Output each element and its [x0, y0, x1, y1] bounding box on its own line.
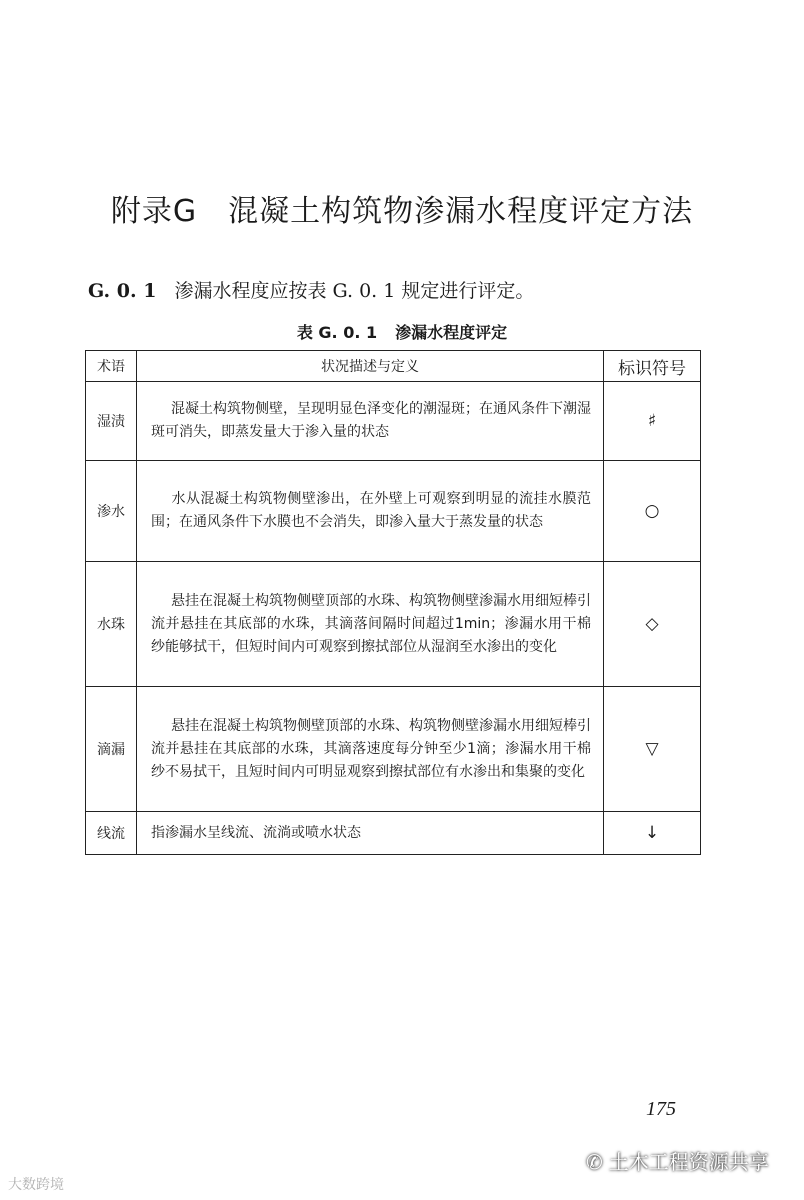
header-term: 术语 — [86, 351, 137, 382]
row-description — [137, 382, 604, 461]
row-description-text: 指渗漏水呈线流、流淌或喷水状态 — [151, 824, 361, 841]
row-term: 水珠 — [86, 562, 137, 687]
row-description — [137, 562, 604, 687]
table-caption-title: 渗漏水程度评定 — [395, 323, 508, 342]
triangle-symbol-icon: ▽ — [604, 687, 701, 812]
page-number: 175 — [646, 1098, 676, 1120]
row-description-text: 水从混凝土构筑物侧壁渗出，在外壁上可观察到明显的流挂水膜范围；在通风条件下水膜也不会消失，即渗入量大于蒸发量的状态 — [151, 491, 591, 530]
watermark-right — [586, 1146, 769, 1175]
row-term: 渗水 — [86, 461, 137, 562]
row-description-text: 悬挂在混凝土构筑物侧壁顶部的水珠、构筑物侧壁渗漏水用细短棒引流并悬挂在其底部的水珠，其滴落速度每分钟至少1滴；渗漏水用干棉纱不易拭干，且短时间内可明显观察到擦拭部位有水渗出和集聚的变化 — [151, 717, 591, 780]
clause-text: 渗漏水程度应按表 G. 0. 1 规定进行评定。 — [174, 280, 535, 302]
table-row — [86, 812, 701, 855]
watermark-left: 大数跨境 — [8, 1177, 64, 1193]
table-row — [86, 382, 701, 461]
header-symbol: 标识符号 — [604, 351, 701, 382]
wechat-icon: ✆ — [586, 1150, 603, 1174]
diamond-symbol-icon: ◇ — [604, 562, 701, 687]
row-term: 滴漏 — [86, 687, 137, 812]
table-row — [86, 687, 701, 812]
clause-number: G. 0. 1 — [88, 280, 157, 302]
clause-g01 — [88, 276, 534, 303]
row-term: 线流 — [86, 812, 137, 855]
row-description-text: 混凝土构筑物侧壁，呈现明显色泽变化的潮湿斑；在通风条件下潮湿斑可消失，即蒸发量大于渗入量的状态 — [151, 401, 591, 440]
table-header-row — [86, 351, 701, 382]
row-description-text: 悬挂在混凝土构筑物侧壁顶部的水珠、构筑物侧壁渗漏水用细短棒引流并悬挂在其底部的水珠，其滴落间隔时间超过1min；渗漏水用干棉纱能够拭干，但短时间内可观察到擦拭部位从湿润至水渗出的变化 — [151, 592, 591, 655]
row-description — [137, 812, 604, 855]
header-description: 状况描述与定义 — [137, 351, 604, 382]
circle-symbol-icon: ○ — [604, 461, 701, 562]
watermark-right-text: 土木工程资源共享 — [608, 1150, 769, 1174]
down-arrow-symbol-icon: ↓ — [604, 812, 701, 855]
row-description — [137, 461, 604, 562]
row-term: 湿渍 — [86, 382, 137, 461]
table-row — [86, 562, 701, 687]
table-row — [86, 461, 701, 562]
leakage-table — [85, 350, 701, 855]
page-title: 附录G 混凝土构筑物渗漏水程度评定方法 — [110, 194, 694, 229]
hash-symbol-icon: ♯ — [604, 382, 701, 461]
table-caption — [0, 320, 804, 343]
table-caption-number: 表 G. 0. 1 — [296, 323, 378, 342]
row-description — [137, 687, 604, 812]
